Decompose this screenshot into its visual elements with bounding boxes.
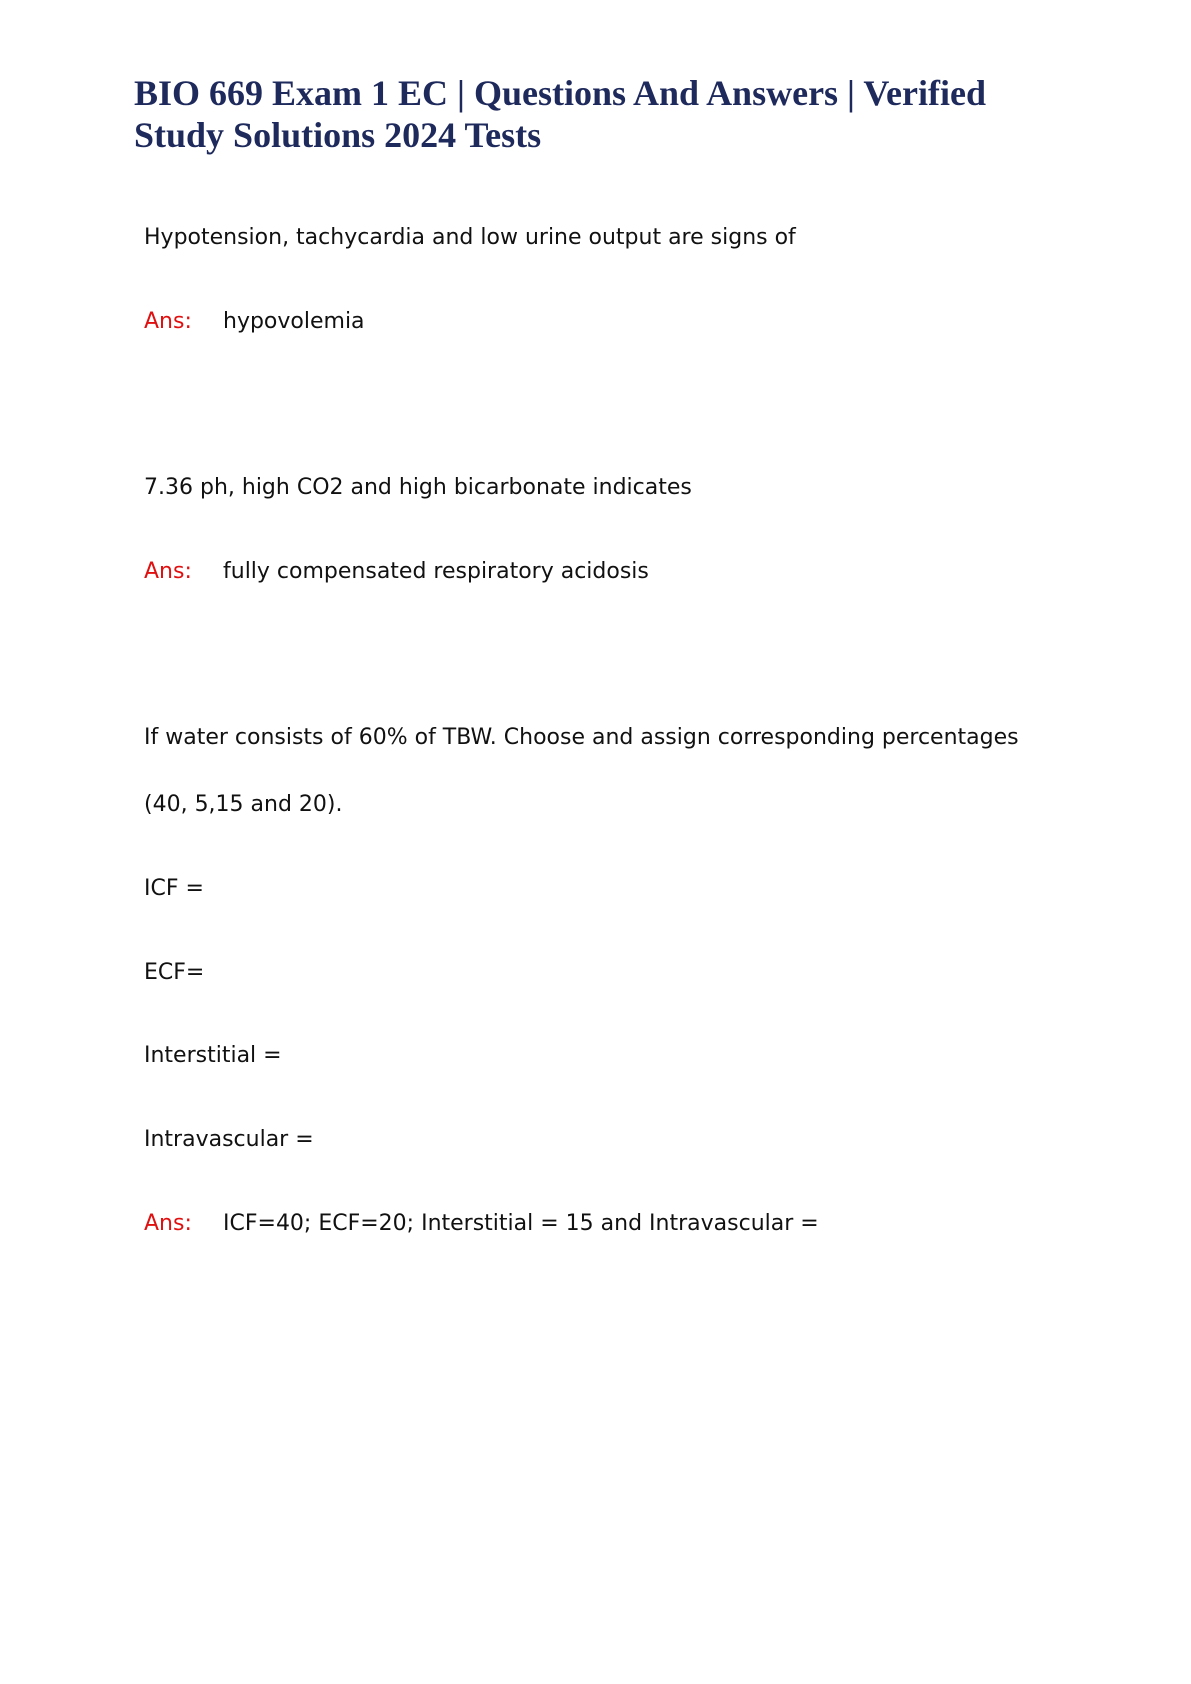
question-3-line-1: If water consists of 60% of TBW. Choose and assign corresponding percentages [144,725,1019,750]
answer-3-text: ICF=40; ECF=20; Interstitial = 15 and Intravascular = [223,1211,819,1236]
question-3-icf: ICF = [144,876,204,901]
answer-1-row [144,308,365,336]
question-3-intravascular: Intravascular = [144,1127,314,1152]
answer-label: Ans: [144,559,192,584]
answer-2-text: fully compensated respiratory acidosis [223,559,649,584]
question-1: Hypotension, tachycardia and low urine output are signs of [144,225,796,250]
answer-1-text: hypovolemia [223,309,365,334]
question-3-line-2: (40, 5,15 and 20). [144,792,343,817]
answer-2-row [144,558,649,586]
question-2: 7.36 ph, high CO2 and high bicarbonate indicates [144,475,692,500]
question-3-interstitial: Interstitial = [144,1043,282,1068]
question-3-ecf: ECF= [144,960,205,985]
answer-label: Ans: [144,309,192,334]
answer-label: Ans: [144,1211,192,1236]
answer-3-row [144,1210,819,1238]
document-title: BIO 669 Exam 1 EC | Questions And Answers | Verified Study Solutions 2024 Tests [134,73,986,155]
